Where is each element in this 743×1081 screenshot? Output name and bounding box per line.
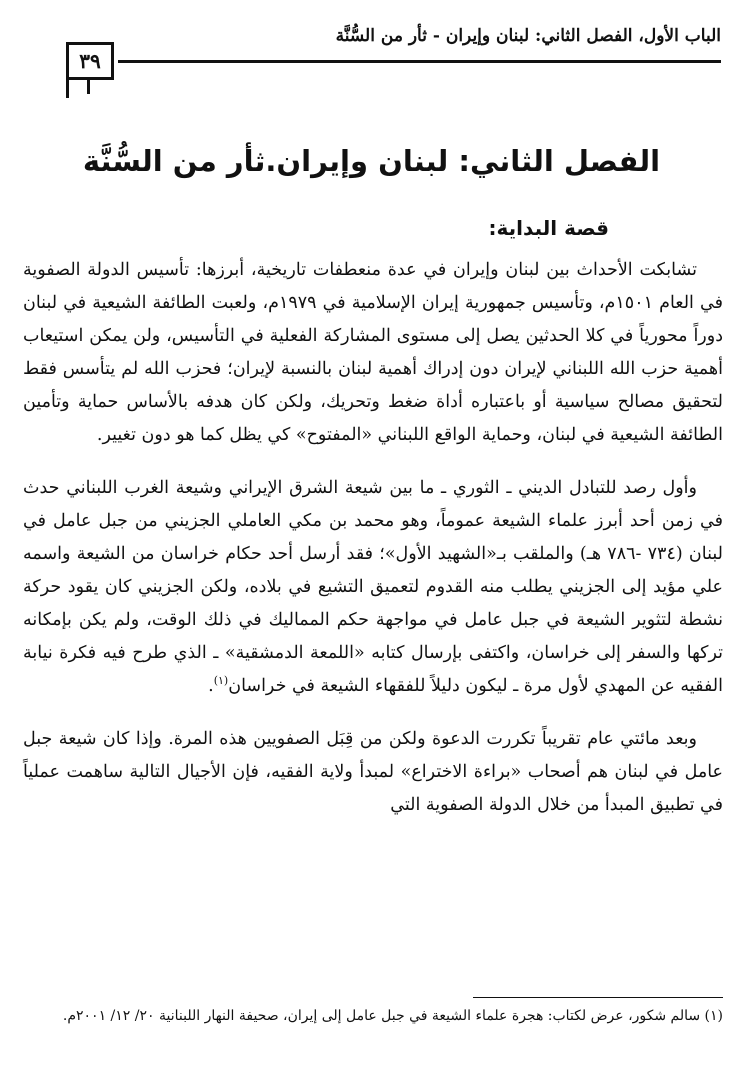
paragraph-2-text: وأول رصد للتبادل الديني ـ الثوري ـ ما بين شيعة الشرق الإيراني وشيعة الغرب اللبناني حدث في زمن أحد أبرز علماء الشيعة عموماً، وهو محمد بن مكي العاملي الجزيني من جبل عامل في لبنان (٧٣٤ -٧٨٦ هـ) والملقب بـ«الشهيد الأول»؛ فقد أرسل أحد حكام خراسان من الشيعة واسمه علي مؤيد إلى الجزيني يطلب منه القدوم لتعميق التشيع في بلاده، ولكن الجزيني كان يقود حركة نشطة لتثوير الشيعة في جبل عامل في مواجهة حكم المماليك في ذلك الوقت، ولم يكن بإمكانه تركها والسفر إلى خراسان، واكتفى بإرسال كتابه «اللمعة الدمشقية» ـ الذي طرح فيه فكرة نيابة الفقيه عن المهدي لأول مرة ـ ليكون دليلاً للفقهاء الشيعة في خراسان bbox=[23, 478, 723, 696]
header-rule bbox=[118, 60, 721, 63]
paragraph-2: وأول رصد للتبادل الديني ـ الثوري ـ ما بين شيعة الشرق الإيراني وشيعة الغرب اللبناني حدث في زمن أحد أبرز علماء الشيعة عموماً، وهو محمد بن مكي العاملي الجزيني من جبل عامل في لبنان (٧٣٤ -٧٨٦ هـ) والملقب بـ«الشهيد الأول»؛ فقد أرسل أحد حكام خراسان من الشيعة واسمه علي مؤيد إلى الجزيني يطلب منه القدوم لتعميق التشيع في بلاده، ولكن الجزيني كان يقود حركة نشطة لتثوير الشيعة في جبل عامل في مواجهة حكم المماليك في ذلك الوقت، ولم يكن بإمكانه تركها والسفر إلى خراسان، واكتفى بإرسال كتابه «اللمعة الدمشقية» ـ الذي طرح فيه فكرة نيابة الفقيه عن المهدي لأول مرة ـ ليكون دليلاً للفقهاء الشيعة في خراسان$^{(١)}$. bbox=[23, 478, 723, 696]
page-number: ٣٩ bbox=[66, 42, 114, 80]
footnotes bbox=[23, 1004, 723, 1028]
footnote-rule bbox=[473, 997, 723, 998]
footnote-1: (١) سالم شكور، عرض لكتاب: هجرة علماء الشيعة في جبل عامل إلى إيران، صحيفة النهار اللبنانية ٢٠/ ١٢/ ٢٠٠١م. bbox=[62, 1008, 723, 1024]
body-text bbox=[23, 254, 723, 822]
footnote-reference[interactable]: (١) bbox=[213, 674, 229, 688]
running-header: الباب الأول، الفصل الثاني: لبنان وإيران - ثأر من السُّنَّة bbox=[335, 26, 721, 46]
section-heading: قصة البداية: bbox=[488, 216, 609, 240]
paragraph-1: تشابكت الأحداث بين لبنان وإيران في عدة منعطفات تاريخية، أبرزها: تأسيس الدولة الصفوية في العام ١٥٠١م، وتأسيس جمهورية إيران الإسلامية في ١٩٧٩م، ولعبت الطائفة الشيعية في لبنان دوراً محورياً في كلا الحدثين يصل إلى مستوى المشاركة الفعلية في التأسيس، ولن يمكن استيعاب أهمية حزب الله اللبناني لإيران دون إدراك أهمية لبنان بالنسبة لإيران؛ فحزب الله لم يتأسس فقط لتحقيق مصالح سياسية أو باعتباره أداة ضغط وتحريك، ولكن كان هدفه بالأساس حماية وتأمين الطائفة الشيعية في لبنان، وحماية الواقع اللبناني «المفتوح» كي يظل كما هو دون تغيير. bbox=[23, 260, 723, 445]
page-number-frame-leg bbox=[87, 80, 90, 94]
chapter-title: الفصل الثاني: لبنان وإيران.ثأر من السُّنَّة bbox=[82, 144, 661, 178]
paragraph-3: وبعد مائتي عام تقريباً تكررت الدعوة ولكن من قِبَل الصفويين هذه المرة. وإذا كان شيعة جبل عامل في لبنان هم أصحاب «براءة الاختراع» لمبدأ ولاية الفقيه، فإن الأجيال التالية ساهمت عملياً في تطبيق المبدأ من خلال الدولة الصفوية التي bbox=[23, 729, 723, 815]
